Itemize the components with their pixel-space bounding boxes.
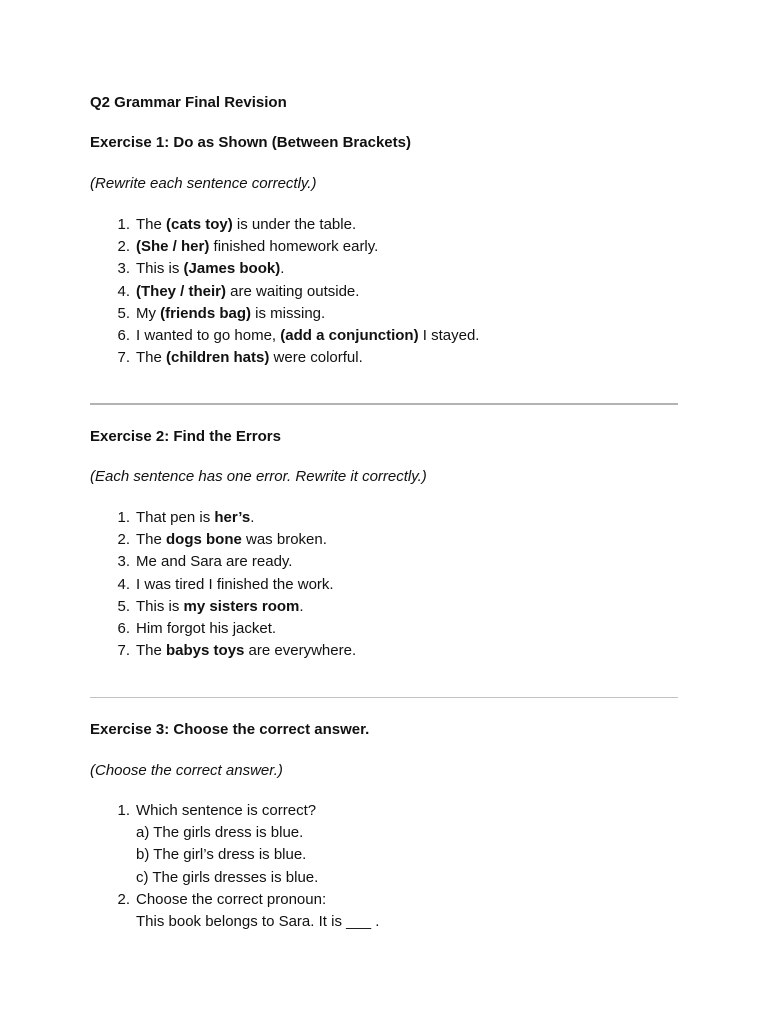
exercise-3-list [0, 800, 379, 933]
exercise-1-list [0, 214, 480, 369]
list-item: 2 . (She / her) finished homework early. [0, 236, 4, 258]
exercise-3-instruction: (Choose the correct answer.) [90, 762, 283, 779]
exercise-1-title: Exercise 1: Do as Shown (Between Brackets) [90, 134, 411, 151]
question-item: 1 . Which sentence is correct? [0, 800, 379, 822]
document-title: Q2 Grammar Final Revision [90, 94, 287, 111]
question-line: This book belongs to Sara. It is ___ . [136, 913, 380, 931]
option-a: a) The girls dress is blue. [136, 824, 304, 842]
exercise-2-title: Exercise 2: Find the Errors [90, 428, 281, 445]
list-item: 2 . The dogs bone was broken. [0, 529, 4, 551]
question-item: 2 . Choose the correct pronoun: [0, 889, 379, 911]
exercise-2-list [0, 507, 357, 662]
list-item: 5 . My (friends bag) is missing. [0, 303, 4, 325]
section-divider [90, 697, 678, 698]
list-item: 7 . The (children hats) were colorful. [0, 347, 4, 369]
section-divider [90, 403, 678, 405]
list-item: 4 . (They / their) are waiting outside. [0, 281, 4, 303]
list-item: 4 . I was tired I finished the work. [0, 574, 4, 596]
list-item: 3 . Me and Sara are ready. [0, 551, 4, 573]
list-item: 1 . The (cats toy) is under the table. [0, 214, 4, 236]
list-item: 5 . This is my sisters room. [0, 596, 4, 618]
exercise-2-instruction: (Each sentence has one error. Rewrite it correctly.) [90, 468, 427, 485]
option-c: c) The girls dresses is blue. [136, 868, 319, 886]
list-item: 6 . Him forgot his jacket. [0, 618, 4, 640]
exercise-1-instruction: (Rewrite each sentence correctly.) [90, 175, 317, 192]
list-item: 3 . This is (James book). [0, 258, 4, 280]
option-b: b) The girl’s dress is blue. [136, 846, 307, 864]
exercise-3-title: Exercise 3: Choose the correct answer. [90, 721, 370, 738]
list-item: 6 . I wanted to go home, (add a conjunction) I stayed. [0, 325, 4, 347]
list-item: 1 . That pen is her’s. [0, 507, 4, 529]
list-item: 7 . The babys toys are everywhere. [0, 640, 4, 662]
